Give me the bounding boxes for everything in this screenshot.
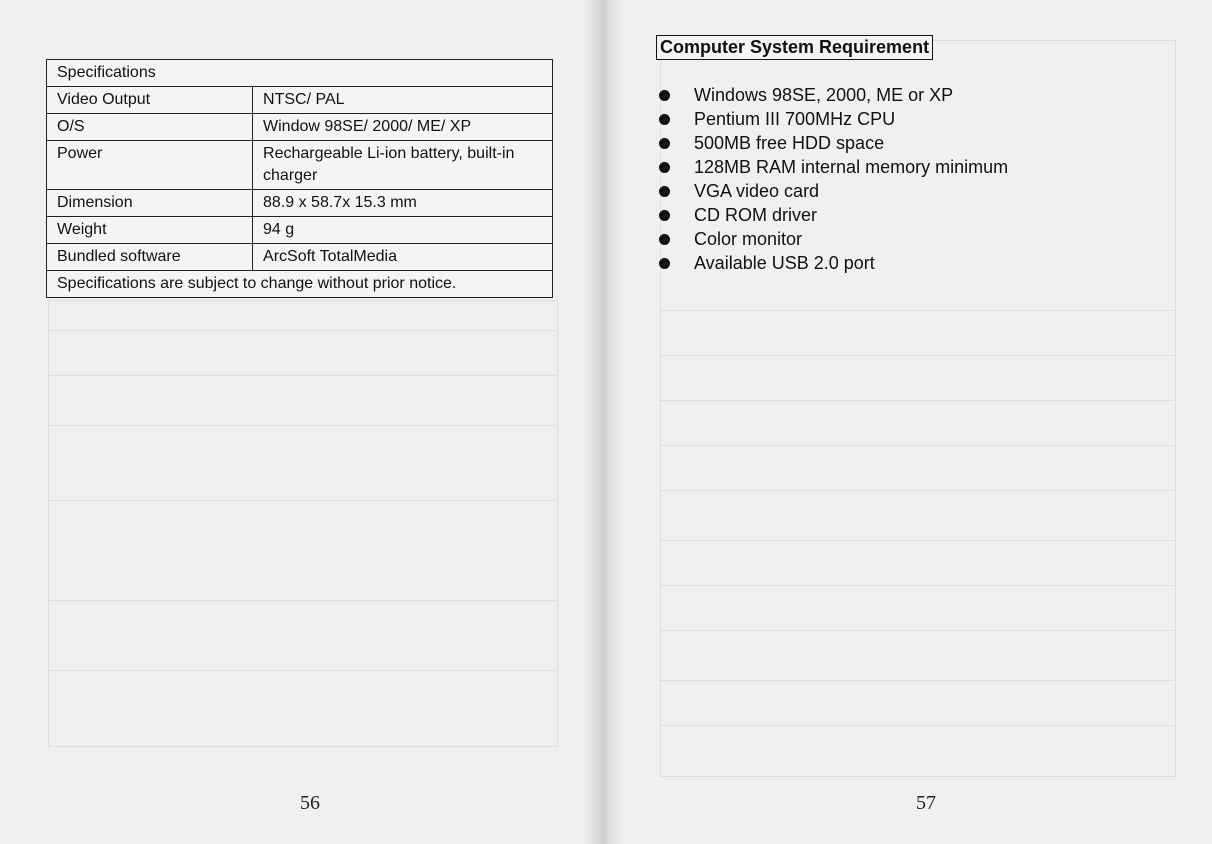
list-item: 500MB free HDD space (656, 132, 1008, 156)
show-through-line (48, 600, 556, 601)
table-footer: Specifications are subject to change without prior notice. (47, 271, 553, 298)
show-through-table (48, 300, 558, 747)
list-item: Available USB 2.0 port (656, 252, 1008, 276)
left-page (0, 0, 604, 844)
table-row (47, 244, 553, 271)
specifications-table (46, 59, 553, 298)
list-item: CD ROM driver (656, 204, 1008, 228)
show-through-line (660, 540, 1174, 541)
spec-label: Dimension (47, 190, 253, 217)
table-footer-row (47, 271, 553, 298)
spec-label: Bundled software (47, 244, 253, 271)
list-item: Color monitor (656, 228, 1008, 252)
requirements-list (656, 84, 1008, 276)
page-number-left: 56 (300, 792, 320, 814)
spec-label: Power (47, 141, 253, 190)
spec-value: 88.9 x 58.7x 15.3 mm (253, 190, 553, 217)
table-row (47, 87, 553, 114)
table-row (47, 217, 553, 244)
list-item: VGA video card (656, 180, 1008, 204)
table-row (47, 114, 553, 141)
spec-value: Window 98SE/ 2000/ ME/ XP (253, 114, 553, 141)
show-through-line (660, 680, 1174, 681)
spec-label: Video Output (47, 87, 253, 114)
show-through-line (660, 585, 1174, 586)
table-row (47, 190, 553, 217)
book-gutter (584, 0, 624, 844)
list-item: Pentium III 700MHz CPU (656, 108, 1008, 132)
show-through-line (48, 670, 556, 671)
spec-value: Rechargeable Li-ion battery, built-in charger (253, 141, 553, 190)
table-header-row (47, 60, 553, 87)
show-through-line (660, 725, 1174, 726)
show-through-line (660, 400, 1174, 401)
list-item: Windows 98SE, 2000, ME or XP (656, 84, 1008, 108)
requirements-title: Computer System Requirement (656, 35, 933, 60)
table-header: Specifications (47, 60, 553, 87)
show-through-line (660, 490, 1174, 491)
show-through-line (660, 630, 1174, 631)
show-through-line (660, 445, 1174, 446)
list-item: 128MB RAM internal memory minimum (656, 156, 1008, 180)
show-through-line (660, 355, 1174, 356)
show-through-line (48, 330, 556, 331)
show-through-line (660, 310, 1174, 311)
spec-value: ArcSoft TotalMedia (253, 244, 553, 271)
table-row (47, 141, 553, 190)
show-through-line (48, 425, 556, 426)
page-number-right: 57 (916, 792, 936, 814)
spec-label: Weight (47, 217, 253, 244)
spec-label: O/S (47, 114, 253, 141)
spec-value: 94 g (253, 217, 553, 244)
spec-value: NTSC/ PAL (253, 87, 553, 114)
show-through-line (48, 500, 556, 501)
show-through-line (48, 375, 556, 376)
